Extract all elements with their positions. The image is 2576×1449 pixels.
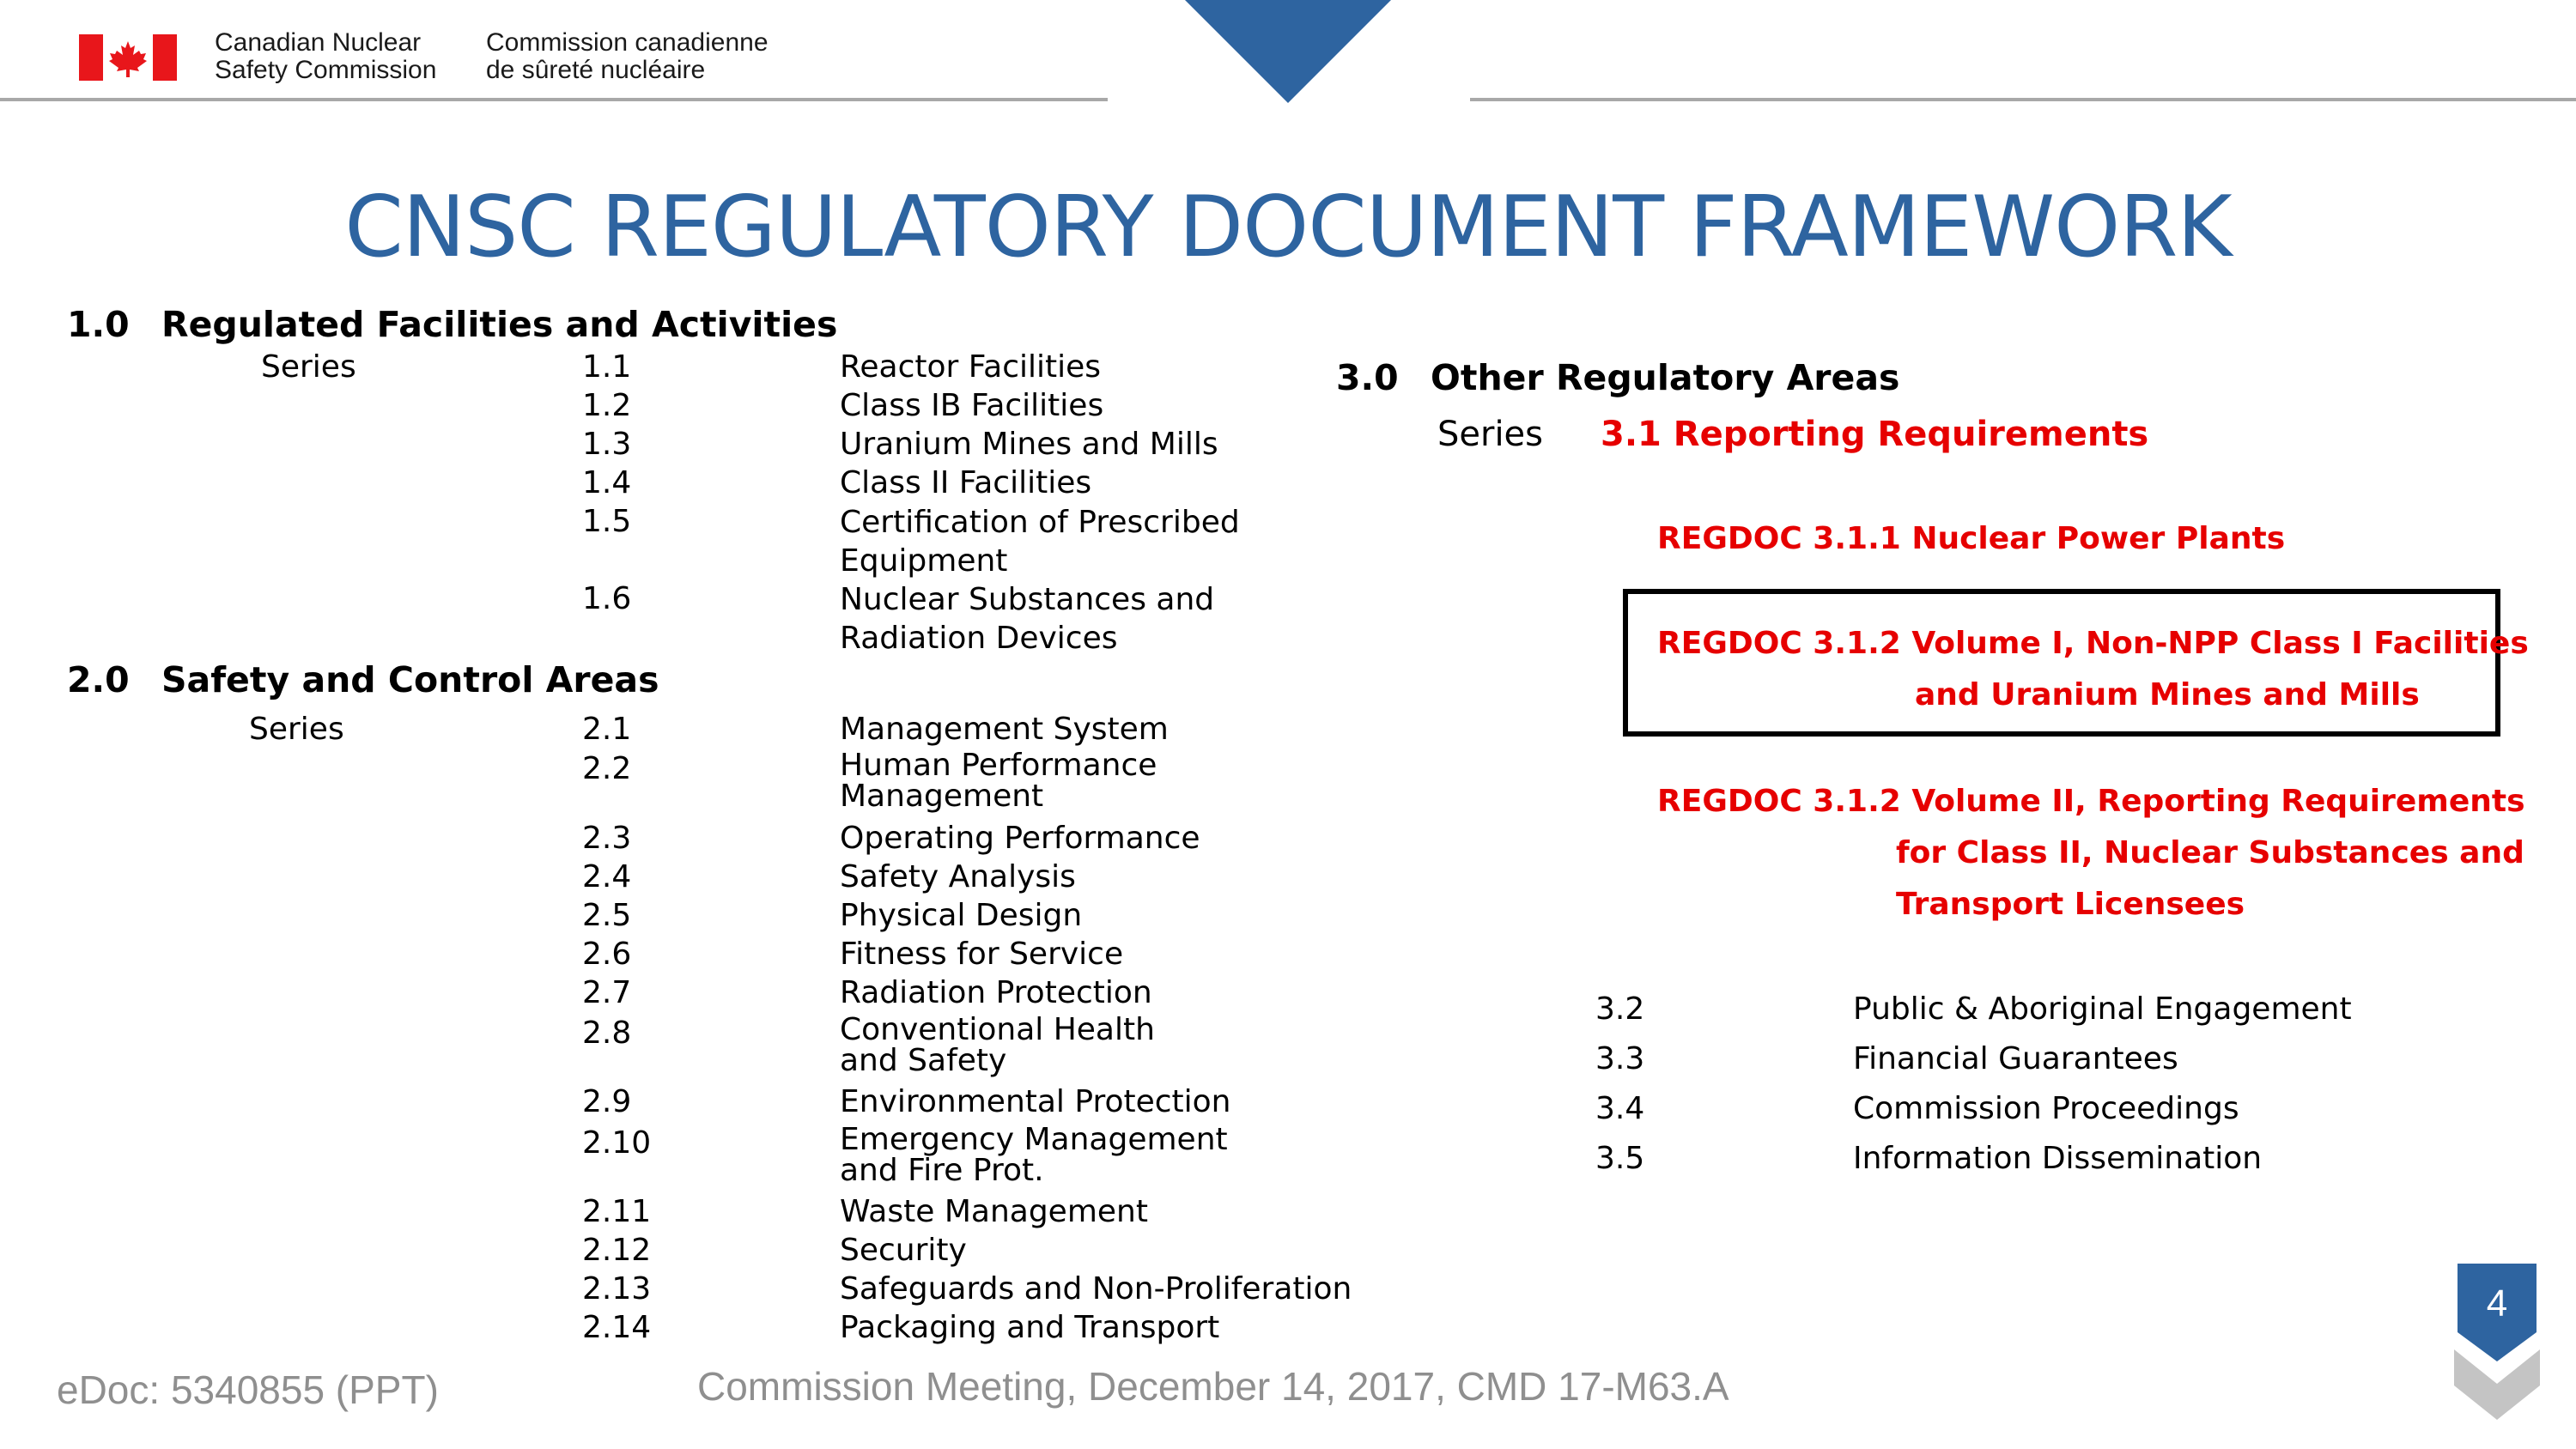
list-item-label: Commission Proceedings	[1853, 1091, 2239, 1126]
section3-heading: Other Regulatory Areas	[1431, 357, 1900, 398]
list-item-label: Safety Analysis	[840, 859, 1076, 894]
list-item-num: 1.5	[582, 504, 632, 539]
header-divider-right	[1470, 98, 2576, 101]
list-item-num: 2.6	[582, 937, 632, 972]
list-item-num: 1.2	[582, 388, 632, 423]
section2-number: 2.0	[67, 659, 130, 700]
list-item-num: 2.4	[582, 859, 632, 894]
org-fr-line2: de sûreté nucléaire	[486, 56, 706, 84]
list-item-num: 2.9	[582, 1084, 632, 1119]
regdoc-312-v2-line3: Transport Licensees	[1896, 887, 2245, 922]
section2-heading: Safety and Control Areas	[161, 659, 659, 700]
list-item-label: Financial Guarantees	[1853, 1041, 2178, 1076]
list-item-num: 2.14	[582, 1310, 652, 1345]
list-item-label: Class II Facilities	[840, 465, 1092, 500]
list-item-num: 2.10	[582, 1125, 652, 1161]
list-item-label: Human Performance Management	[840, 748, 1157, 814]
list-item-label: Environmental Protection	[840, 1084, 1231, 1119]
org-fr-line1: Commission canadienne	[486, 28, 769, 57]
list-item-label: Conventional Health and Safety	[840, 1012, 1155, 1078]
list-item-num: 1.1	[582, 349, 632, 385]
canada-flag-icon	[79, 34, 177, 81]
list-item-label: Operating Performance	[840, 821, 1200, 856]
list-item-label: Class IB Facilities	[840, 388, 1104, 423]
org-en-line2: Safety Commission	[215, 56, 437, 84]
list-item-num: 3.2	[1595, 991, 1645, 1027]
list-item-label: Physical Design	[840, 898, 1083, 933]
page-number: 4	[2486, 1282, 2508, 1325]
list-item-num: 3.3	[1595, 1041, 1645, 1076]
list-item-num: 2.13	[582, 1271, 652, 1307]
list-item-label: Radiation Protection	[840, 975, 1152, 1010]
highlight-box	[1623, 589, 2500, 737]
list-item-num: 3.5	[1595, 1141, 1645, 1176]
header-divider-left	[0, 98, 1108, 101]
list-item-num: 1.4	[582, 465, 632, 500]
list-item-num: 2.1	[582, 712, 632, 747]
list-item-num: 1.3	[582, 427, 632, 462]
section3-sub31: 3.1 Reporting Requirements	[1601, 415, 2149, 454]
page-title: CNSC REGULATORY DOCUMENT FRAMEWORK	[344, 179, 2232, 276]
regdoc-311: REGDOC 3.1.1 Nuclear Power Plants	[1657, 521, 2286, 556]
list-item-label: Packaging and Transport	[840, 1310, 1220, 1345]
org-en-line1: Canadian Nuclear	[215, 28, 422, 57]
list-item-label: Waste Management	[840, 1194, 1148, 1229]
list-item-label: Reactor Facilities	[840, 349, 1102, 385]
list-item-label: Safeguards and Non-Proliferation	[840, 1271, 1352, 1307]
list-item-num: 2.2	[582, 751, 632, 786]
section2-series-label: Series	[249, 712, 344, 747]
regdoc-312-v2-line2: for Class II, Nuclear Substances and	[1896, 835, 2524, 870]
section3-series-label: Series	[1437, 415, 1544, 454]
regdoc-312-v2-line1: REGDOC 3.1.2 Volume II, Reporting Requirements	[1657, 784, 2525, 819]
list-item-num: 2.3	[582, 821, 632, 856]
list-item-label: Nuclear Substances and Radiation Devices	[840, 582, 1215, 656]
regdoc-312-v1-line1: REGDOC 3.1.2 Volume I, Non-NPP Class I Facilities	[1657, 626, 2529, 661]
list-item-label: Certification of Prescribed Equipment	[840, 505, 1240, 579]
section3-number: 3.0	[1336, 357, 1399, 398]
list-item-label: Emergency Management and Fire Prot.	[840, 1122, 1228, 1188]
list-item-num: 2.8	[582, 1016, 632, 1051]
section1-heading: Regulated Facilities and Activities	[161, 304, 838, 345]
list-item-label: Security	[840, 1233, 967, 1268]
org-name-french	[486, 29, 769, 84]
list-item-num: 1.6	[582, 581, 632, 616]
footer-edoc: eDoc: 5340855 (PPT)	[57, 1367, 439, 1412]
footer-meeting: Commission Meeting, December 14, 2017, CMD 17-M63.A	[697, 1364, 1729, 1409]
regdoc-312-v1-line2: and Uranium Mines and Mills	[1915, 677, 2420, 712]
list-item-label: Public & Aboriginal Engagement	[1853, 991, 2352, 1027]
list-item-num: 2.11	[582, 1194, 652, 1229]
section1-number: 1.0	[67, 304, 130, 345]
org-name-english	[215, 29, 436, 84]
list-item-label: Fitness for Service	[840, 937, 1124, 972]
chevron-down-icon	[2454, 1339, 2540, 1422]
list-item-label: Information Dissemination	[1853, 1141, 2263, 1176]
list-item-label: Management System	[840, 712, 1169, 747]
list-item-label: Uranium Mines and Mills	[840, 427, 1218, 462]
section1-series-label: Series	[261, 349, 356, 385]
list-item-num: 2.5	[582, 898, 632, 933]
header-triangle-icon	[1185, 0, 1391, 103]
list-item-num: 2.7	[582, 975, 632, 1010]
list-item-num: 2.12	[582, 1233, 652, 1268]
list-item-num: 3.4	[1595, 1091, 1645, 1126]
